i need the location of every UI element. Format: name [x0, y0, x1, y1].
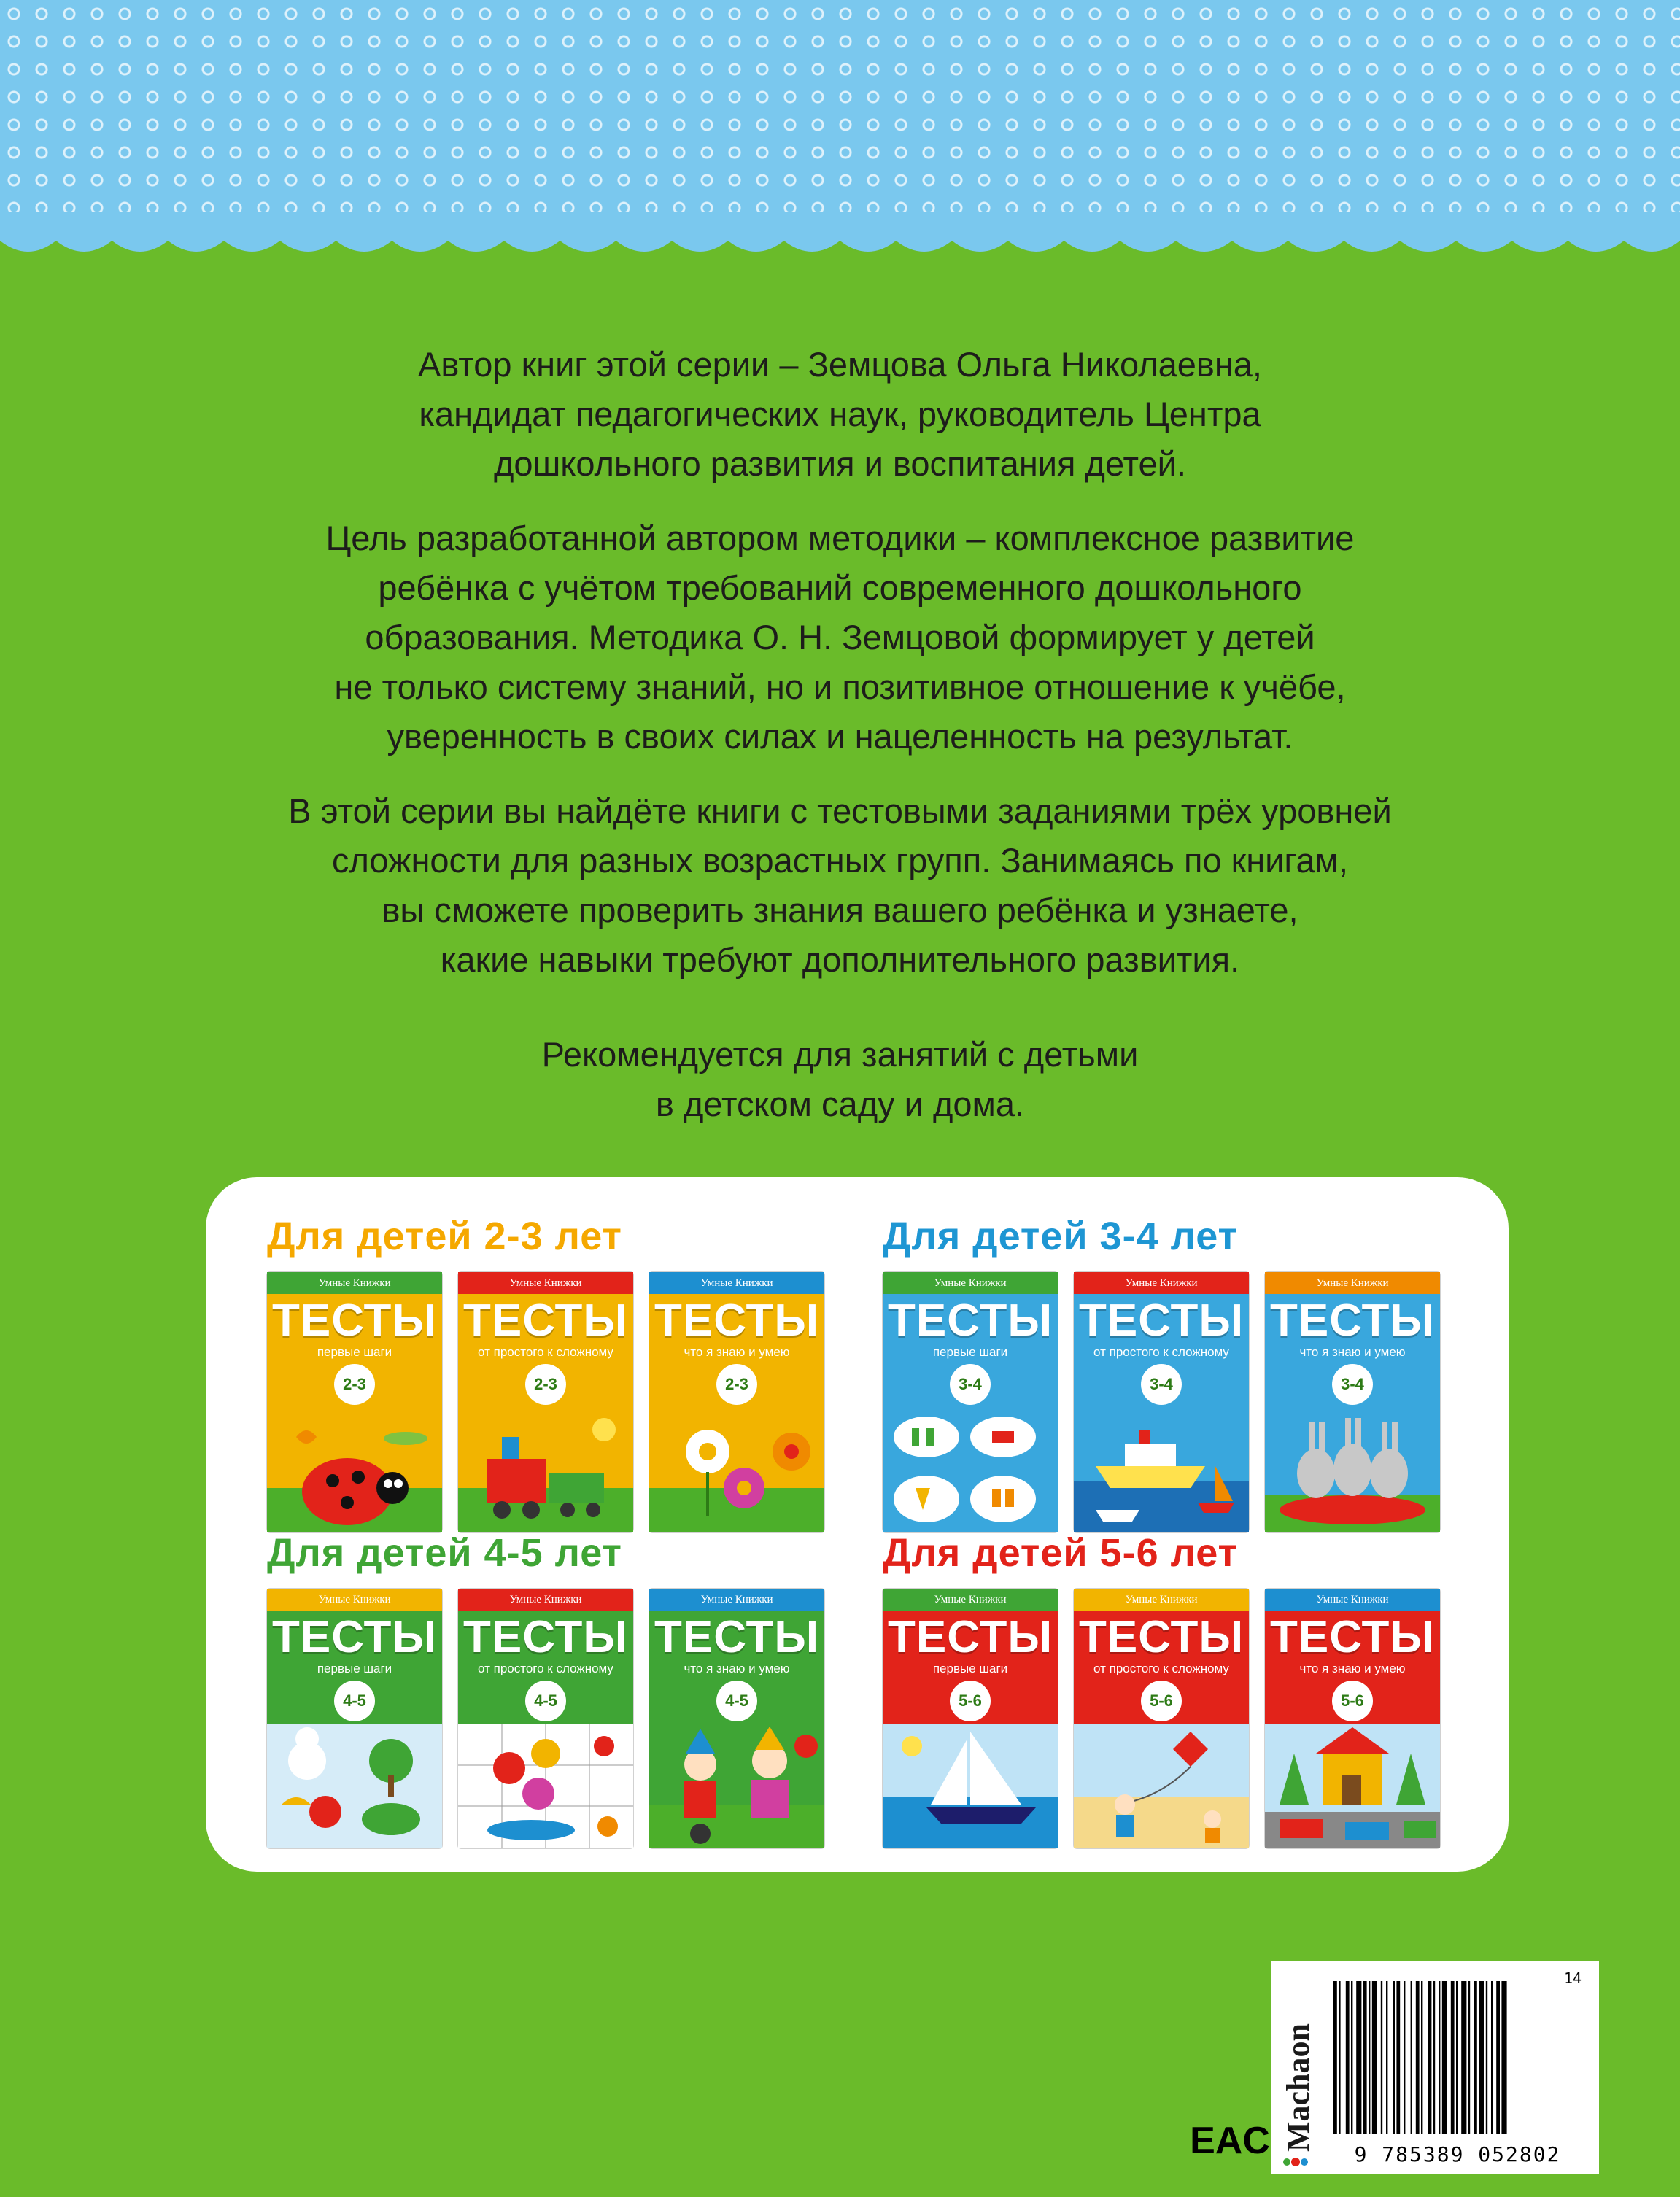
text-line: Автор книг этой серии – Земцова Ольга Николаевна, — [417, 345, 1262, 384]
kite-icon — [1074, 1724, 1249, 1848]
series-strip: Умные Книжки — [267, 1589, 442, 1611]
eac-mark — [1190, 2115, 1270, 2162]
series-strip: Умные Книжки — [883, 1589, 1058, 1611]
book-subtitle: что я знаю и умею — [1299, 1345, 1406, 1359]
cups-icon — [883, 1408, 1058, 1532]
book-cover — [1265, 1589, 1440, 1848]
book-title: ТЕСТЫ — [1078, 1295, 1244, 1346]
age-group-title: Для детей 2-3 лет — [267, 1214, 622, 1258]
book-subtitle: первые шаги — [932, 1662, 1008, 1675]
recommendation-paragraph — [146, 1030, 1534, 1129]
book-cover — [883, 1589, 1058, 1848]
age-group — [267, 1214, 851, 1535]
text-line: дошкольного развития и воспитания детей. — [494, 444, 1186, 483]
series-strip: Умные Книжки — [883, 1272, 1058, 1294]
series-panel — [206, 1177, 1509, 1872]
book-row — [267, 1589, 851, 1851]
age-badge: 2-3 — [716, 1364, 757, 1405]
book-cover — [458, 1589, 633, 1848]
series-strip: Умные Книжки — [649, 1589, 824, 1611]
book-subtitle: от простого к сложному — [1093, 1345, 1229, 1359]
text-line: сложности для разных возрастных групп. Занимаясь по книгам, — [331, 841, 1349, 880]
book-cover — [883, 1272, 1058, 1532]
series-strip: Умные Книжки — [458, 1589, 633, 1611]
book-subtitle: что я знаю и умею — [684, 1662, 790, 1675]
book-title: ТЕСТЫ — [1078, 1612, 1244, 1662]
boat-icon — [1074, 1408, 1249, 1532]
age-group — [883, 1214, 1466, 1535]
text-line: кандидат педагогических наук, руководитель Центра — [419, 395, 1261, 433]
book-cover — [1074, 1272, 1249, 1532]
rabbit-icon — [1265, 1408, 1440, 1532]
age-group — [267, 1530, 851, 1851]
book-row — [883, 1272, 1466, 1535]
age-group-title: Для детей 3-4 лет — [883, 1214, 1238, 1258]
book-title: ТЕСТЫ — [271, 1612, 438, 1662]
wave-border — [0, 212, 1680, 263]
series-strip: Умные Книжки — [1074, 1272, 1249, 1294]
text-line: ребёнка с учётом требований современного дошкольного — [378, 568, 1302, 607]
top-dotted-band — [0, 0, 1680, 241]
book-subtitle: что я знаю и умею — [684, 1345, 790, 1359]
book-subtitle: первые шаги — [932, 1345, 1008, 1359]
series-paragraph — [146, 786, 1534, 985]
seasons-icon — [267, 1724, 442, 1848]
age-badge: 5-6 — [1141, 1681, 1182, 1721]
age-badge: 5-6 — [950, 1681, 991, 1721]
book-cover — [649, 1272, 824, 1532]
publisher-logo — [1271, 1961, 1322, 2174]
book-title: ТЕСТЫ — [462, 1612, 629, 1662]
age-badge: 4-5 — [525, 1681, 566, 1721]
barcode — [1333, 1981, 1574, 2134]
flower-icon — [649, 1408, 824, 1532]
book-title: ТЕСТЫ — [462, 1295, 629, 1346]
text-line: не только систему знаний, но и позитивное отношение к учёбе, — [334, 667, 1346, 706]
age-badge: 4-5 — [716, 1681, 757, 1721]
series-strip: Умные Книжки — [1074, 1589, 1249, 1611]
text-line: Цель разработанной автором методики – комплексное развитие — [325, 519, 1355, 557]
text-line: в детском саду и дома. — [655, 1085, 1025, 1123]
text-line: образования. Методика О. Н. Земцовой формирует у детей — [365, 618, 1315, 656]
book-title: ТЕСТЫ — [271, 1295, 438, 1346]
age-badge: 3-4 — [950, 1364, 991, 1405]
series-strip: Умные Книжки — [1265, 1272, 1440, 1294]
age-badge: 2-3 — [525, 1364, 566, 1405]
clown-icon — [649, 1724, 824, 1848]
book-cover — [1074, 1589, 1249, 1848]
age-group-title: Для детей 4-5 лет — [267, 1531, 622, 1575]
age-group — [883, 1530, 1466, 1851]
series-strip: Умные Книжки — [1265, 1589, 1440, 1611]
ladybug-icon — [267, 1408, 442, 1532]
age-badge: 3-4 — [1141, 1364, 1182, 1405]
book-title: ТЕСТЫ — [1269, 1612, 1436, 1662]
book-subtitle: от простого к сложному — [1093, 1662, 1229, 1675]
book-title: ТЕСТЫ — [1269, 1295, 1436, 1346]
book-title: ТЕСТЫ — [887, 1612, 1053, 1662]
book-row — [267, 1272, 851, 1535]
barcode-area — [1271, 1961, 1599, 2174]
age-badge: 3-4 — [1332, 1364, 1373, 1405]
age-badge: 2-3 — [334, 1364, 375, 1405]
isbn-number: 9 785389 052802 — [1354, 2142, 1561, 2166]
book-row — [883, 1589, 1466, 1851]
book-cover — [267, 1589, 442, 1848]
book-subtitle: первые шаги — [317, 1662, 392, 1675]
age-badge: 4-5 — [334, 1681, 375, 1721]
book-subtitle: от простого к сложному — [478, 1662, 613, 1675]
series-strip: Умные Книжки — [458, 1272, 633, 1294]
text-line: В этой серии вы найдёте книги с тестовыми заданиями трёх уровней — [288, 791, 1392, 830]
method-paragraph — [146, 514, 1534, 762]
book-title: ТЕСТЫ — [654, 1612, 820, 1662]
book-subtitle: что я знаю и умею — [1299, 1662, 1406, 1675]
age-group-title: Для детей 5-6 лет — [883, 1531, 1238, 1575]
text-line: какие навыки требуют дополнительного развития. — [440, 940, 1240, 979]
text-line: вы сможете проверить знания вашего ребёнка и узнаете, — [382, 891, 1298, 929]
book-cover — [649, 1589, 824, 1848]
book-cover — [1265, 1272, 1440, 1532]
book-title: ТЕСТЫ — [887, 1295, 1053, 1346]
text-line: Рекомендуется для занятий с детьми — [541, 1035, 1139, 1074]
svg-text:Machaon: Machaon — [1280, 2023, 1316, 2152]
series-strip: Умные Книжки — [649, 1272, 824, 1294]
svg-text:EAC: EAC — [1190, 2120, 1270, 2162]
book-subtitle: от простого к сложному — [478, 1345, 613, 1359]
sailboat-icon — [883, 1724, 1058, 1848]
age-badge: 5-6 — [1332, 1681, 1373, 1721]
barcode-addon-digits: 14 — [1564, 1969, 1582, 1987]
book-cover — [267, 1272, 442, 1532]
book-title: ТЕСТЫ — [654, 1295, 820, 1346]
train-icon — [458, 1408, 633, 1532]
house-icon — [1265, 1724, 1440, 1848]
text-line: уверенность в своих силах и нацеленность на результат. — [387, 717, 1293, 756]
series-strip: Умные Книжки — [267, 1272, 442, 1294]
author-paragraph — [146, 340, 1534, 489]
book-cover — [458, 1272, 633, 1532]
book-subtitle: первые шаги — [317, 1345, 392, 1359]
flowers-icon — [458, 1724, 633, 1848]
